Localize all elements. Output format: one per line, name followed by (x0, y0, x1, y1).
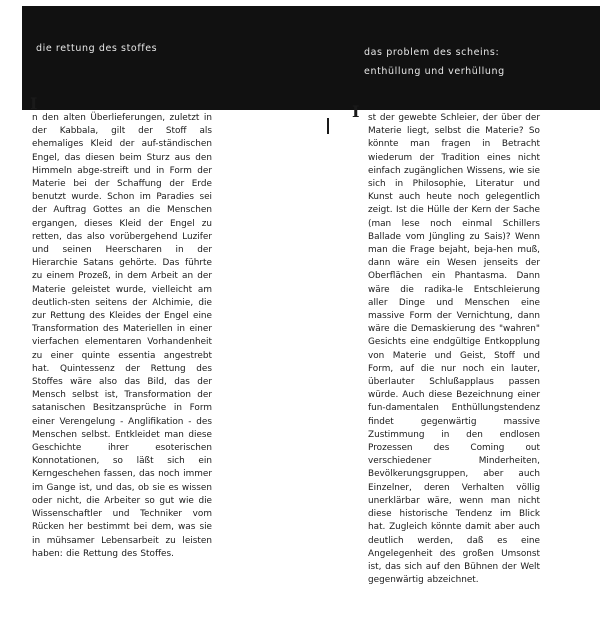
chapter-title-left: die rettung des stoffes (36, 43, 158, 54)
drop-initial-left: I (30, 94, 38, 113)
chapter-title-right (364, 43, 505, 81)
text-column-left (32, 112, 212, 561)
chapter-title-right-line2: enthüllung und verhüllung (364, 66, 505, 77)
column-divider-mark (327, 118, 329, 134)
paragraph-right: st der gewebte Schleier, der über der Materie liegt, selbst die Materie? So könnte man fragen in Betracht wiederum der Tradition eines nicht einfach zugänglichen Wissens, wie sie sich in Philosophie, Literatur und Kunst auch heute noch gelegentlich zeigt. Ist die Hülle der Kern der Sache (man lese noch einmal Schillers Ballade vom Jüngling zu Sais)? Wenn man die Frage bejaht, beja-hen muß, dann wäre ein Wesen jenseits der Oberflächen ein Phantasma. Dann wäre die radika-le Entschleierung aller Dinge und Menschen eine massive Form der Vernichtung, dann wäre die Demaskierung des "wahren" Gesichts eine endgültige Entkopplung von Materie und Geist, Stoff und Form, auf die nur noch ein lauter, überlauter Schlußapplaus passen würde. Auch diese Bezeichnung einer fun-damentalen Enthüllungstendenz findet gegenwärtig massive Zustimmung in den endlosen Prozessen des Coming out verschiedener Minderheiten, Bevölkerungsgruppen, aber auch Einzelner, deren Verhalten völlig unerklärbar wäre, wenn man nicht diese historische Tendenz im Blick hat. Zugleich könnte damit aber auch deutlich werden, daß es eine Angelegenheit des großen Umsonst ist, das sich auf den Bühnen der Welt gegenwärtig abzeichnet. (368, 113, 540, 586)
paragraph-left: n den alten Überlieferungen, zuletzt in der Kabbala, gilt der Stoff als ehemaliges Kleid der auf-ständischen Engel, das diesen beim Sturz aus den Himmeln abge-streift und in Form der Materie bei der Schaffung der Erde benutzt wurde. Schon im Paradies sei der Auftrag Gottes an die Menschen ergangen, dieses Kleid der Engel zu retten, das also vorübergehend Luzifer und seinen Heerscharen in der Hierarchie Satans gehörte. Das führte zu einem Prozeß, in dem Arbeit an der Materie geleistet wurde, vielleicht am deutlich-sten seitens der Alchimie, die zur Rettung des Kleides der Engel eine Transformation des Materiellen in einer vierfachen elementaren Vorhandenheit zu einer quinte essentia angestrebt hat. Quintessenz der Rettung des Stoffes wäre also das Bild, das der Mensch selbst ist, Transformation der satanischen Besitzansprüche in Form einer Verengelung - Anglifikation - des Menschen selbst. Entkleidet man diese Geschichte ihrer esoterischen Konnotationen, so läßt sich ein Kerngeschehen fassen, das noch immer im Gange ist, und das, ob sie es wissen oder nicht, die Arbeiter so gut wie die Wissenschaftler und Techniker vom Rücken her bestimmt bei dem, was sie in mühsamer Lebensarbeit zu leisten haben: die Rettung des Stoffes. (32, 113, 212, 559)
header-band (22, 6, 600, 113)
text-column-right (368, 112, 540, 587)
chapter-title-right-line1: das problem des scheins: (364, 47, 500, 58)
drop-initial-right: I (352, 102, 360, 121)
